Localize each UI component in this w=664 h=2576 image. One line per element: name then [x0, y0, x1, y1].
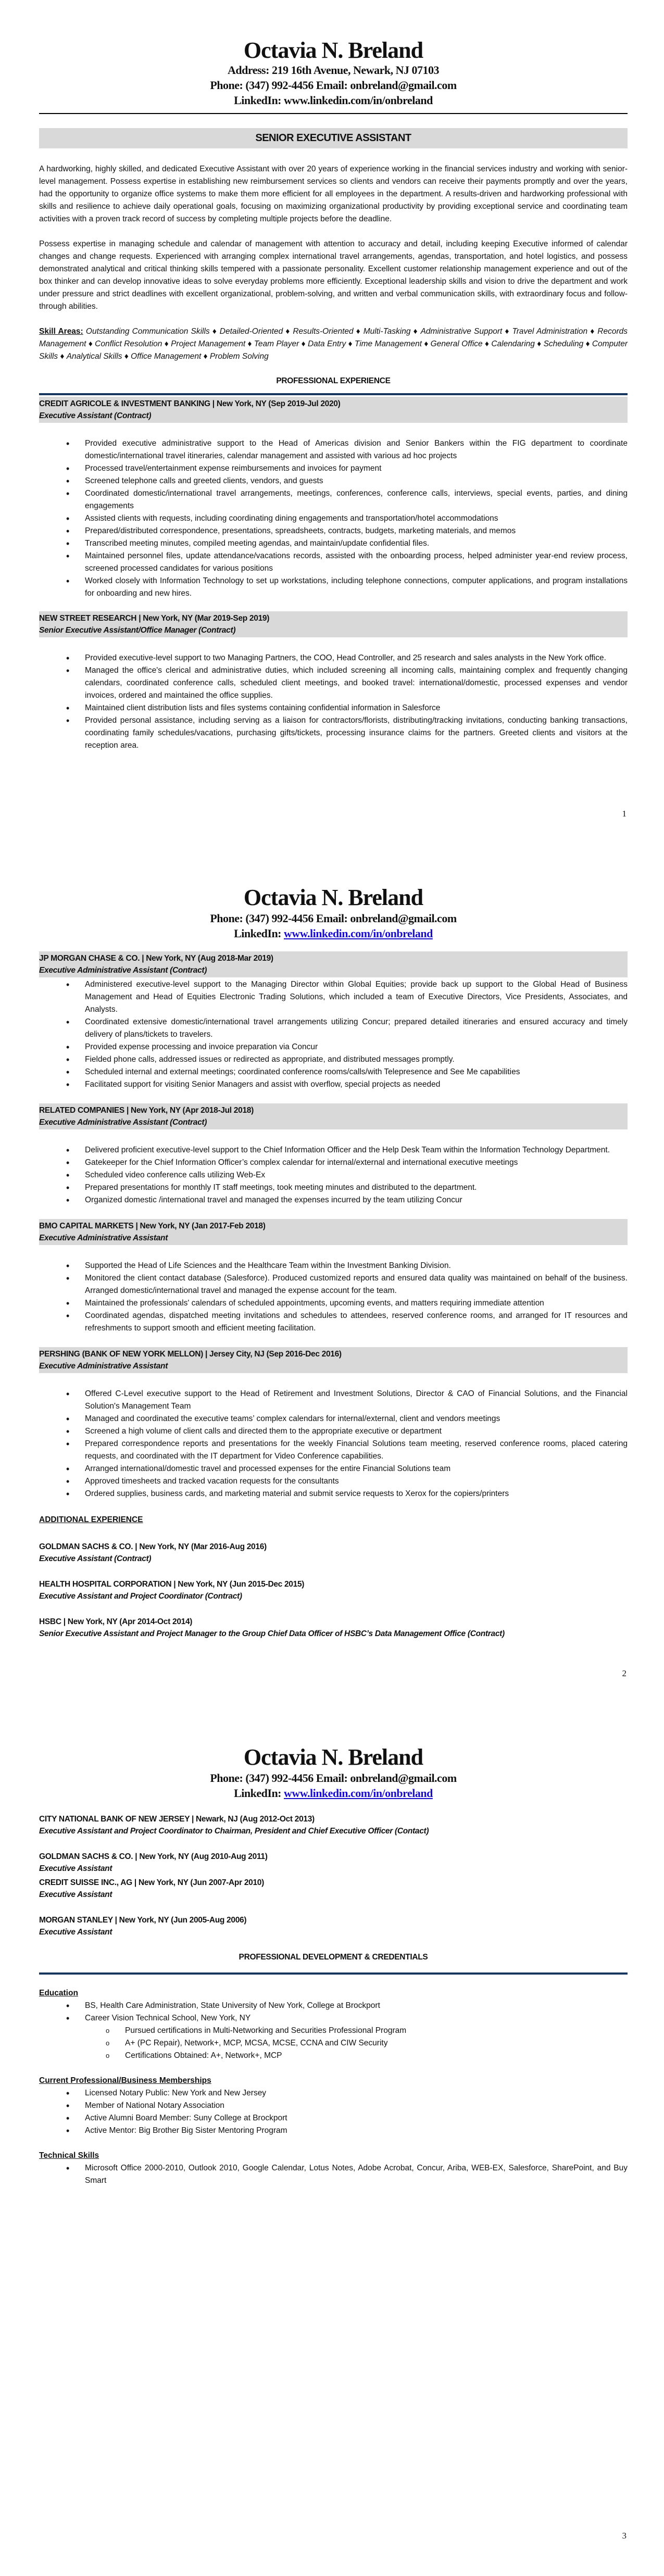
additional-job — [39, 1850, 628, 1876]
phone-email: Phone: (347) 992-4456 Email: onbreland@gmail.com — [210, 912, 457, 925]
skill-item: Analytical Skills — [66, 352, 122, 361]
header-divider — [39, 113, 628, 114]
diamond-separator-icon: ♦ — [162, 340, 171, 348]
list-item: • Provided executive administrative support to the Head of Americas division and Senior Bankers within the FIG department to coordinate domestic/international travel itineraries, calendar management and assisted with various ad hoc projects — [85, 437, 628, 462]
linkedin-label: LinkedIn: — [234, 927, 284, 940]
job-role: Executive Assistant (Contract) — [39, 1554, 152, 1563]
diamond-separator-icon: ♦ — [58, 352, 67, 361]
list-item: • Arranged international/domestic travel and processed expenses for the entire Financial Solutions team — [85, 1463, 628, 1475]
list-item: • Active Mentor: Big Brother Big Sister Mentoring Program — [85, 2125, 628, 2137]
diamond-separator-icon: ♦ — [122, 352, 131, 361]
additional-job — [39, 1540, 628, 1566]
list-item: • Gatekeeper for the Chief Information Officer’s complex calendar for internal/external and international executive meetings — [85, 1157, 628, 1169]
job-company: RELATED COMPANIES | New York, NY (Apr 2018-Jul 2018) — [39, 1106, 254, 1115]
list-item: o Certifications Obtained: A+, Network+, MCP — [125, 2050, 628, 2062]
job-company: CREDIT SUISSE INC., AG | New York, NY (Jun 2007-Apr 2010) — [39, 1878, 264, 1887]
list-item: • Managed the office's clerical and administrative duties, which included screening all incoming calls, maintaining complex and frequently changing calendars, coordinated conference calls, scheduled client meetings, and booked travel: international/domestic, processed expenses and vendor invoices, ordered and maintained the office supplies. — [85, 664, 628, 702]
additional-job — [39, 1577, 628, 1603]
job-company: JP MORGAN CHASE & CO. | New York, NY (Aug 2018-Mar 2019) — [39, 954, 273, 963]
page-3 — [0, 1717, 664, 2576]
job-role: Executive Administrative Assistant (Contract) — [39, 1118, 207, 1127]
job-role: Executive Administrative Assistant — [39, 1362, 168, 1371]
education-heading: Education — [39, 1989, 78, 1997]
diamond-separator-icon: ♦ — [482, 340, 492, 348]
linkedin-link[interactable]: www.linkedin.com/in/onbreland — [284, 1787, 433, 1800]
job-company: NEW STREET RESEARCH | New York, NY (Mar 2019-Sep 2019) — [39, 614, 270, 623]
list-item: • Fielded phone calls, addressed issues or redirected as appropriate, and distributed messages promptly. — [85, 1053, 628, 1066]
linkedin-label: LinkedIn: — [234, 94, 284, 107]
list-item: • Coordinated agendas, dispatched meeting invitations and schedules to attendees, reserved conference rooms, and arranged for IT resources and refreshments to support smooth and efficient meeting facilitation. — [85, 1310, 628, 1335]
job-bullets — [39, 652, 628, 752]
list-item: • Active Alumni Board Member: Suny College at Brockport — [85, 2112, 628, 2125]
position-title: SENIOR EXECUTIVE ASSISTANT — [39, 128, 628, 148]
job-role: Senior Executive Assistant and Project Manager to the Group Chief Data Officer of HSBC’s Data Management Office (Contract) — [39, 1629, 505, 1638]
job-role: Executive Assistant and Project Coordinator to Chairman, President and Chief Executive Officer (Contact) — [39, 1827, 429, 1836]
linkedin — [39, 93, 628, 108]
list-item: • Provided personal assistance, including serving as a liaison for contractors/florists, distributing/tracking invitations, conducting banking transactions, coordinating family schedules/vacations, purchasing gifts/tickets, processing insurance claims for the partners. Greeted clients and visitors at the reception area. — [85, 714, 628, 752]
list-item: • Scheduled internal and external meetings; coordinated conference rooms/calls/with Telepresence and See Me capabilities — [85, 1066, 628, 1078]
education-list — [39, 2000, 628, 2025]
page-1 — [0, 0, 664, 859]
list-item: • Offered C-Level executive support to the Head of Retirement and Investment Solutions, Director & CAO of Financial Solutions, and the Financial Solution's Management Team — [85, 1388, 628, 1413]
diamond-separator-icon: ♦ — [86, 340, 95, 348]
job-role: Executive Administrative Assistant — [39, 1234, 168, 1242]
diamond-separator-icon: ♦ — [346, 340, 355, 348]
technical-skills-heading: Technical Skills — [39, 2151, 99, 2160]
job-bullets — [39, 1388, 628, 1500]
list-item: • Screened a high volume of client calls and directed them to the appropriate executive or department — [85, 1425, 628, 1438]
phone-email: Phone: (347) 992-4456 Email: onbreland@gmail.com — [210, 79, 457, 92]
additional-job — [39, 1913, 628, 1939]
skill-item: Computer Skills — [39, 340, 628, 361]
list-item: • Scheduled video conference calls utilizing Web-Ex — [85, 1169, 628, 1182]
skill-item: Conflict Resolution — [95, 340, 162, 348]
job-company: MORGAN STANLEY | New York, NY (Jun 2005-Aug 2006) — [39, 1916, 247, 1925]
summary-paragraph: Possess expertise in managing schedule and calendar of management with attention to accuracy and detail, including keeping Executive informed of calendar changes and change requests. Experienced with arranging complex international travel arrangements, agendas, transportation, and hotel logistics, and possess demonstrated analytical and critical thinking skills tempered with a passionate personality. Excellent customer relationship management experience and out of the box thinker and can develop innovative ideas to solve everyday problems more efficiently. Exceptional leadership skills and vision to drive the department and work under pressure and strict deadlines with excellent organizational, problem-solving, and written and verbal communication skills, with extraordinary focus and follow-through abilities. — [39, 240, 628, 311]
list-item: • Approved timesheets and tracked vacation requests for the consultants — [85, 1475, 628, 1488]
skill-item: Outstanding Communication Skills — [85, 327, 210, 336]
skill-list — [39, 327, 628, 361]
job-header — [39, 1219, 628, 1245]
diamond-separator-icon: ♦ — [534, 340, 544, 348]
technical-skills-list — [39, 2162, 628, 2187]
diamond-separator-icon: ♦ — [410, 327, 421, 336]
list-item: • Member of National Notary Association — [85, 2100, 628, 2112]
resume-header — [39, 0, 628, 108]
skill-item: Time Management — [354, 340, 422, 348]
section-divider — [39, 1972, 628, 1975]
list-item: • Worked closely with Information Technology to set up workstations, including telephone connections, computer applications, and program installations for onboarding and new hires. — [85, 575, 628, 600]
section-heading-experience: PROFESSIONAL EXPERIENCE — [276, 376, 391, 385]
skill-item: Travel Administration — [512, 327, 588, 336]
list-item: • Prepared presentations for monthly IT staff meetings, took meeting minutes and distributed to the department. — [85, 1182, 628, 1194]
job-company: CITY NATIONAL BANK OF NEW JERSEY | Newark, NJ (Aug 2012-Oct 2013) — [39, 1815, 315, 1824]
linkedin-url[interactable]: www.linkedin.com/in/onbreland — [284, 94, 433, 107]
job-company: HEALTH HOSPITAL CORPORATION | New York, NY (Jun 2015-Dec 2015) — [39, 1580, 305, 1589]
job-company: GOLDMAN SACHS & CO. | New York, NY (Aug 2010-Aug 2011) — [39, 1852, 268, 1861]
list-item: o Pursued certifications in Multi-Networking and Securities Professional Program — [125, 2025, 628, 2037]
job-role: Executive Administrative Assistant (Contract) — [39, 966, 207, 975]
linkedin — [39, 1786, 628, 1801]
list-item: • Licensed Notary Public: New York and New Jersey — [85, 2087, 628, 2100]
linkedin-link[interactable]: www.linkedin.com/in/onbreland — [284, 927, 433, 940]
list-item: • Prepared/distributed correspondence, presentations, spreadsheets, contracts, budgets, marketing materials, and memos — [85, 525, 628, 537]
list-item: • Maintained client distribution lists and files systems containing confidential information in Salesforce — [85, 702, 628, 714]
summary-paragraph: A hardworking, highly skilled, and dedicated Executive Assistant with over 20 years of experience working in the financial services industry and working with senior-level management. Possess expertise in establishing new reimbursement services so clients and vendors can receive their payments promptly and over the years, had the opportunity to organize office systems to make them more efficient for all employees in the department. A results-driven and hardworking professional with skills and resilience to achieve daily operational goals, focusing on maximizing organizational productivity by providing exceptional service and coordinating team activities with a proven track record of success by completing multiple projects before the deadline. — [39, 165, 628, 223]
list-item: • Ordered supplies, business cards, and marketing material and submit service requests to Xerox for the copiers/printers — [85, 1488, 628, 1500]
page-number: 1 — [622, 809, 627, 819]
additional-job — [39, 1615, 628, 1641]
list-item: • Organized domestic /international travel and managed the expenses incurred by the team utilizing Concur — [85, 1194, 628, 1207]
diamond-separator-icon: ♦ — [422, 340, 431, 348]
linkedin — [39, 926, 628, 941]
skill-item: Records Management — [39, 327, 628, 348]
list-item: • Provided executive-level support to two Managing Partners, the COO, Head Controller, and 25 research and sales analysts in the New York office. — [85, 652, 628, 664]
list-item: • Processed travel/entertainment expense reimbursements and invoices for payment — [85, 462, 628, 475]
skill-item: General Office — [430, 340, 483, 348]
diamond-separator-icon: ♦ — [201, 352, 210, 361]
list-item: • Maintained personnel files, update attendance/vacations records, assisted with the onboarding process, helped administer year-end review process, screened processed candidates for various positions — [85, 550, 628, 575]
list-item: • Supported the Head of Life Sciences and the Healthcare Team within the Investment Banking Division. — [85, 1260, 628, 1272]
phone-email: Phone: (347) 992-4456 Email: onbreland@gmail.com — [210, 1771, 457, 1785]
list-item: • Administered executive-level support to the Managing Director within Global Equities; provide back up support to the Global Head of Business Management and Head of Equities Electronic Trading Solutions, which included a team of Executive Directors, Vice Presidents, Associates, and Analysts. — [85, 978, 628, 1016]
diamond-separator-icon: ♦ — [583, 340, 592, 348]
list-item: • Coordinated domestic/international travel arrangements, meetings, conferences, conference calls, interviews, special events, parties, and dining engagements — [85, 487, 628, 512]
list-item: • Monitored the client contact database (Salesforce). Produced customized reports and ensured data quality was maintained on behalf of the business. Arranged domestic/international travel and managed the expense account for the team. — [85, 1272, 628, 1297]
memberships-list — [39, 2087, 628, 2137]
linkedin-label: LinkedIn: — [234, 1787, 284, 1800]
job-bullets — [39, 1144, 628, 1207]
skill-areas — [39, 325, 628, 363]
list-item: • Provided expense processing and invoice preparation via Concur — [85, 1041, 628, 1053]
candidate-name: Octavia N. Breland — [243, 885, 423, 910]
page-2 — [0, 859, 664, 1717]
diamond-separator-icon: ♦ — [209, 327, 220, 336]
job-role: Executive Assistant and Project Coordinator (Contract) — [39, 1592, 242, 1601]
skill-item: Detailed-Oriented — [219, 327, 283, 336]
list-item: • Delivered proficient executive-level support to the Chief Information Officer and the Help Desk Team within the Information Technology Department. — [85, 1144, 628, 1157]
address: Address: 219 16th Avenue, Newark, NJ 07103 — [228, 64, 439, 77]
job-role: Executive Assistant — [39, 1890, 112, 1899]
job-bullets — [39, 1260, 628, 1335]
section-heading-additional: ADDITIONAL EXPERIENCE — [39, 1515, 143, 1524]
resume-header — [39, 1717, 628, 1801]
list-item: • Screened telephone calls and greeted clients, vendors, and guests — [85, 475, 628, 487]
certification-list — [39, 2025, 628, 2062]
candidate-name: Octavia N. Breland — [243, 1744, 423, 1770]
job-header — [39, 1103, 628, 1129]
diamond-separator-icon: ♦ — [502, 327, 512, 336]
skill-item: Multi-Tasking — [363, 327, 411, 336]
job-header — [39, 397, 628, 423]
job-company: PERSHING (BANK OF NEW YORK MELLON) | Jersey City, NJ (Sep 2016-Dec 2016) — [39, 1350, 342, 1359]
resume-header — [39, 859, 628, 941]
list-item: • Facilitated support for visiting Senior Managers and assist with overflow, special projects as needed — [85, 1078, 628, 1091]
skill-item: Project Management — [171, 340, 246, 348]
job-company: HSBC | New York, NY (Apr 2014-Oct 2014) — [39, 1617, 193, 1626]
additional-job — [39, 1876, 628, 1902]
skill-item: Data Entry — [307, 340, 346, 348]
list-item: • Assisted clients with requests, including coordinating dining engagements and transportation/hotel accommodations — [85, 512, 628, 525]
page-number: 3 — [622, 2531, 627, 2541]
list-item: o A+ (PC Repair), Network+, MCP, MCSA, MCSE, CCNA and CIW Security — [125, 2037, 628, 2050]
job-role: Executive Assistant — [39, 1864, 112, 1873]
list-item: • Microsoft Office 2000-2010, Outlook 2010, Google Calendar, Lotus Notes, Adobe Acrobat, Concur, Ariba, WEB-EX, Salesforce, SharePoint, and Buy Smart — [85, 2162, 628, 2187]
memberships-heading: Current Professional/Business Memberships — [39, 2076, 211, 2085]
additional-job — [39, 1812, 628, 1838]
candidate-name: Octavia N. Breland — [243, 37, 423, 63]
page-number: 2 — [622, 1668, 627, 1678]
list-item: • Transcribed meeting minutes, compiled meeting agendas, and maintain/update confidential files. — [85, 537, 628, 550]
skill-item: Scheduling — [543, 340, 584, 348]
job-header — [39, 951, 628, 977]
job-header — [39, 1347, 628, 1373]
job-company: BMO CAPITAL MARKETS | New York, NY (Jan 2017-Feb 2018) — [39, 1222, 266, 1230]
skill-item: Office Management — [131, 352, 202, 361]
job-role: Executive Assistant — [39, 1928, 112, 1937]
job-bullets — [39, 437, 628, 600]
diamond-separator-icon: ♦ — [299, 340, 308, 348]
list-item: • Maintained the professionals' calendars of scheduled appointments, upcoming events, and matters requiring immediate attention — [85, 1297, 628, 1310]
section-divider — [39, 393, 628, 395]
list-item: • BS, Health Care Administration, State University of New York, College at Brockport — [85, 2000, 628, 2012]
skill-item: Results-Oriented — [293, 327, 354, 336]
section-heading-credentials: PROFESSIONAL DEVELOPMENT & CREDENTIALS — [239, 1953, 428, 1962]
skill-item: Problem Solving — [209, 352, 269, 361]
skill-item: Team Player — [254, 340, 299, 348]
list-item: • Prepared correspondence reports and presentations for the weekly Financial Solutions team meeting, reserved conference rooms, placed catering requests, and coordinated with the IT department for Video Conference capabilities. — [85, 1438, 628, 1463]
skill-item: Administrative Support — [420, 327, 503, 336]
diamond-separator-icon: ♦ — [245, 340, 254, 348]
job-header — [39, 611, 628, 637]
job-bullets — [39, 978, 628, 1091]
diamond-separator-icon: ♦ — [283, 327, 293, 336]
job-role: Executive Assistant (Contract) — [39, 411, 152, 420]
list-item: • Coordinated extensive domestic/international travel arrangements utilizing Concur; prepared detailed itineraries and ensured accuracy and timely delivery of plans/tickets to travelers. — [85, 1016, 628, 1041]
diamond-separator-icon: ♦ — [587, 327, 598, 336]
job-company: CREDIT AGRICOLE & INVESTMENT BANKING | New York, NY (Sep 2019-Jul 2020) — [39, 399, 341, 408]
job-role: Senior Executive Assistant/Office Manager (Contract) — [39, 626, 236, 635]
skill-item: Calendaring — [491, 340, 535, 348]
diamond-separator-icon: ♦ — [353, 327, 364, 336]
job-company: GOLDMAN SACHS & CO. | New York, NY (Mar 2016-Aug 2016) — [39, 1542, 267, 1551]
skill-areas-label: Skill Areas: — [39, 327, 83, 336]
list-item: • Managed and coordinated the executive teams’ complex calendars for internal/external, client and vendors meetings — [85, 1413, 628, 1425]
list-item: • Career Vision Technical School, New York, NY — [85, 2012, 628, 2025]
